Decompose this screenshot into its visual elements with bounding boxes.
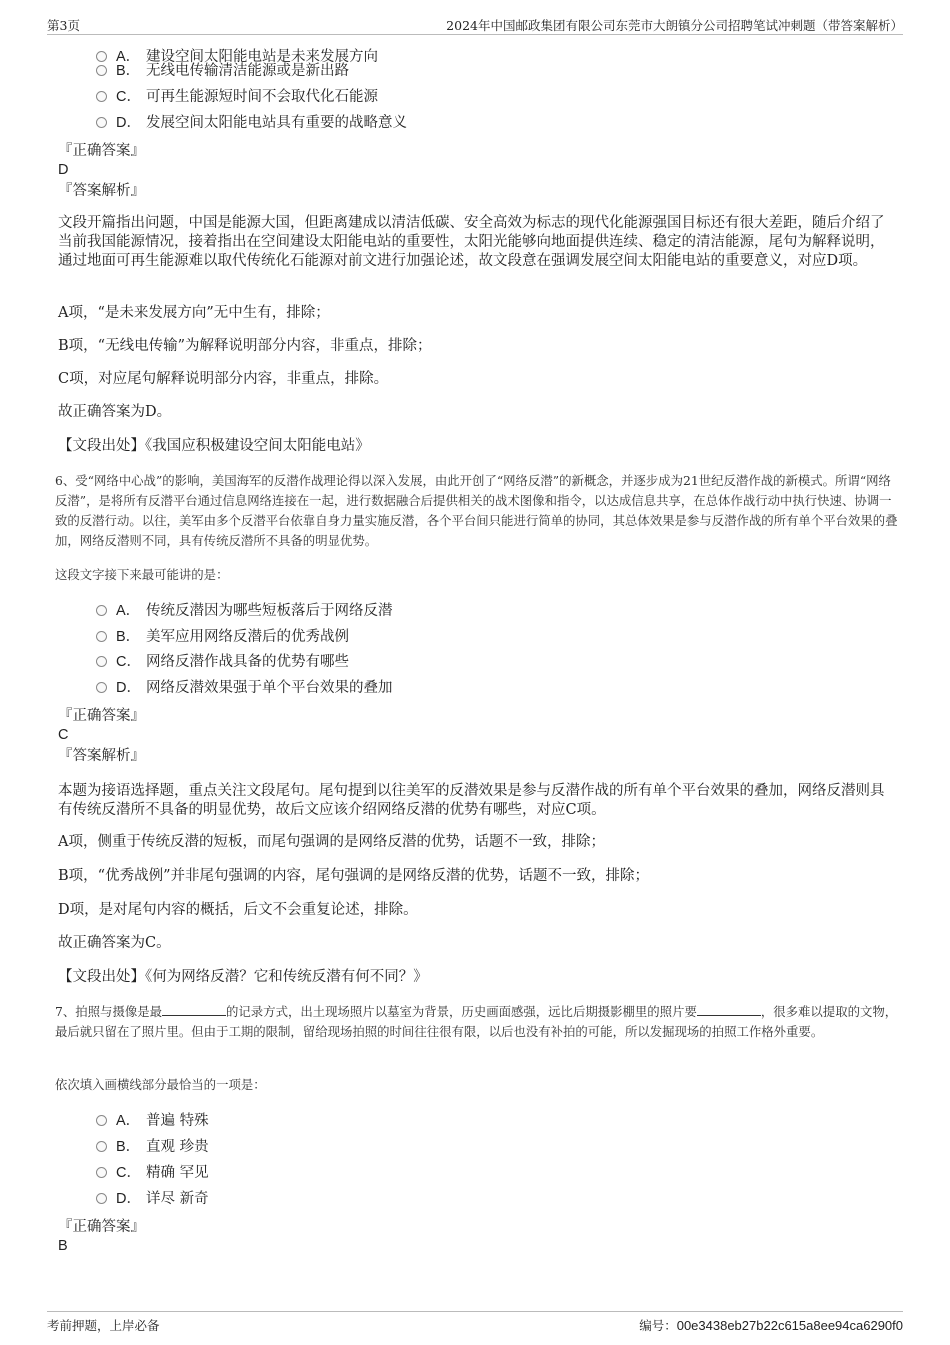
radio-icon[interactable] xyxy=(96,1141,107,1152)
fill-blank-1[interactable] xyxy=(162,1003,226,1016)
q6-note-d: D项，是对尾句内容的概括，后文不会重复论述，排除。 xyxy=(58,902,418,918)
code-label: 编号： xyxy=(639,1318,677,1333)
q5-note-c: C项，对应尾句解释说明部分内容，非重点，排除。 xyxy=(58,371,389,387)
q7-answer-label: 『正确答案』 xyxy=(58,1219,145,1235)
q7-option-b[interactable]: B． 直观 珍贵 xyxy=(96,1137,209,1157)
radio-icon[interactable] xyxy=(96,1193,107,1204)
q6-note-b: B项，“优秀战例”并非尾句强调的内容，尾句强调的是网络反潜的优势，话题不一致，排除； xyxy=(58,868,649,884)
radio-icon[interactable] xyxy=(96,1167,107,1178)
page-header xyxy=(47,14,903,35)
q7-stem: 7、拍照与摄像是最 的记录方式，出土现场照片以墓室为背景，历史画面感强，远比后期摄影棚里的照片要 ，很多难以提取的文物，最后就只留在了照片里。但由于工期的限制，留给现场拍照的时间往往很有限，以后也没有补拍的可能，所以发掘现场的拍照工作格外重要。 xyxy=(55,1004,898,1039)
page-number: 第3页 xyxy=(47,18,80,33)
q6-prompt: 这段文字接下来最可能讲的是： xyxy=(55,567,229,582)
q7-prompt: 依次填入画横线部分最恰当的一项是： xyxy=(55,1077,266,1092)
q7-answer: B xyxy=(58,1238,68,1254)
radio-icon[interactable] xyxy=(96,117,107,128)
radio-icon[interactable] xyxy=(96,656,107,667)
q7-option-d[interactable]: D． 详尽 新奇 xyxy=(96,1189,209,1209)
document-code xyxy=(639,1316,903,1334)
q6-stem: 6、受“网络中心战”的影响，美国海军的反潜作战理论得以深入发展，由此开创了“网络反潜”的新概念，并逐步成为21世纪反潜作战的新模式。所谓“网络反潜”，是将所有反潜平台通过信息网络连接在一起，进行数据融合后提供相关的战术图像和指令，以达成信息共享，在总体作战行动中执行快速、协调一致的反潜行动。以往，美军由多个反潜平台依靠自身力量实施反潜，各个平台间只能进行简单的协同，其总体效果是参与反潜作战的所有单个平台效果的叠加，网络反潜则不同，具有传统反潜所不具备的明显优势。 xyxy=(55,473,898,548)
q5-analysis: 文段开篇指出问题，中国是能源大国，但距离建成以清洁低碳、安全高效为标志的现代化能源强国目标还有很大差距，随后介绍了当前我国能源情况，接着指出在空间建设太阳能电站的重要性，太阳光能够向地面提供连续、稳定的清洁能源，尾句为解释说明，通过地面可再生能源难以取代传统化石能源对前文进行加强论述，故文段意在强调发展空间太阳能电站的重要意义，对应D项。 xyxy=(58,215,885,269)
q5-source: 【文段出处】《我国应积极建设空间太阳能电站》 xyxy=(58,438,370,454)
radio-icon[interactable] xyxy=(96,91,107,102)
radio-icon[interactable] xyxy=(96,631,107,642)
q6-source: 【文段出处】《何为网络反潜？它和传统反潜有何不同？》 xyxy=(58,969,428,985)
q5-answer: D xyxy=(58,162,69,178)
q6-conclusion: 故正确答案为C。 xyxy=(58,935,171,951)
q6-analysis: 本题为接语选择题，重点关注文段尾句。尾句提到以往美军的反潜效果是参与反潜作战的所有单个平台效果的叠加，网络反潜则具有传统反潜所不具备的明显优势，故后文应该介绍网络反潜的优势有哪些，对应C项。 xyxy=(58,783,885,818)
radio-icon[interactable] xyxy=(96,1115,107,1126)
radio-icon[interactable] xyxy=(96,51,107,62)
q5-analysis-label: 『答案解析』 xyxy=(58,183,145,199)
q6-option-a[interactable]: A． 传统反潜因为哪些短板落后于网络反潜 xyxy=(96,601,393,621)
radio-icon[interactable] xyxy=(96,65,107,76)
radio-icon[interactable] xyxy=(96,605,107,616)
q6-answer: C xyxy=(58,727,69,743)
footer-slogan: 考前押题，上岸必备 xyxy=(47,1318,160,1333)
q6-option-c[interactable]: C． 网络反潜作战具备的优势有哪些 xyxy=(96,652,349,672)
q6-answer-label: 『正确答案』 xyxy=(58,708,145,724)
radio-icon[interactable] xyxy=(96,682,107,693)
q5-option-d[interactable]: D． 发展空间太阳能电站具有重要的战略意义 xyxy=(96,113,407,133)
q7-option-c[interactable]: C． 精确 罕见 xyxy=(96,1163,209,1183)
fill-blank-2[interactable] xyxy=(697,1003,761,1016)
document-title: 2024年中国邮政集团有限公司东莞市大朗镇分公司招聘笔试冲刺题（带答案解析） xyxy=(446,18,903,33)
q6-note-a: A项，侧重于传统反潜的短板，而尾句强调的是网络反潜的优势，话题不一致，排除； xyxy=(58,834,605,850)
q6-option-d[interactable]: D． 网络反潜效果强于单个平台效果的叠加 xyxy=(96,678,393,698)
q5-option-c[interactable]: C． 可再生能源短时间不会取代化石能源 xyxy=(96,87,378,107)
q6-analysis-label: 『答案解析』 xyxy=(58,748,145,764)
code-value: 00e3438eb27b22c615a8ee94ca6290f0 xyxy=(676,1318,903,1333)
q5-option-a[interactable]: A． 建设空间太阳能电站是未来发展方向 xyxy=(96,47,378,67)
q5-note-b: B项，“无线电传输”为解释说明部分内容，非重点，排除； xyxy=(58,338,432,354)
q7-option-a[interactable]: A． 普遍 特殊 xyxy=(96,1111,209,1131)
page-footer xyxy=(47,1311,903,1336)
q5-note-a: A项，“是未来发展方向”无中生有，排除； xyxy=(58,305,330,321)
q5-conclusion: 故正确答案为D。 xyxy=(58,404,172,420)
q5-answer-label: 『正确答案』 xyxy=(58,143,145,159)
q6-option-b[interactable]: B． 美军应用网络反潜后的优秀战例 xyxy=(96,627,349,647)
q5-option-b[interactable]: B． 无线电传输清洁能源或是新出路 xyxy=(96,61,349,81)
